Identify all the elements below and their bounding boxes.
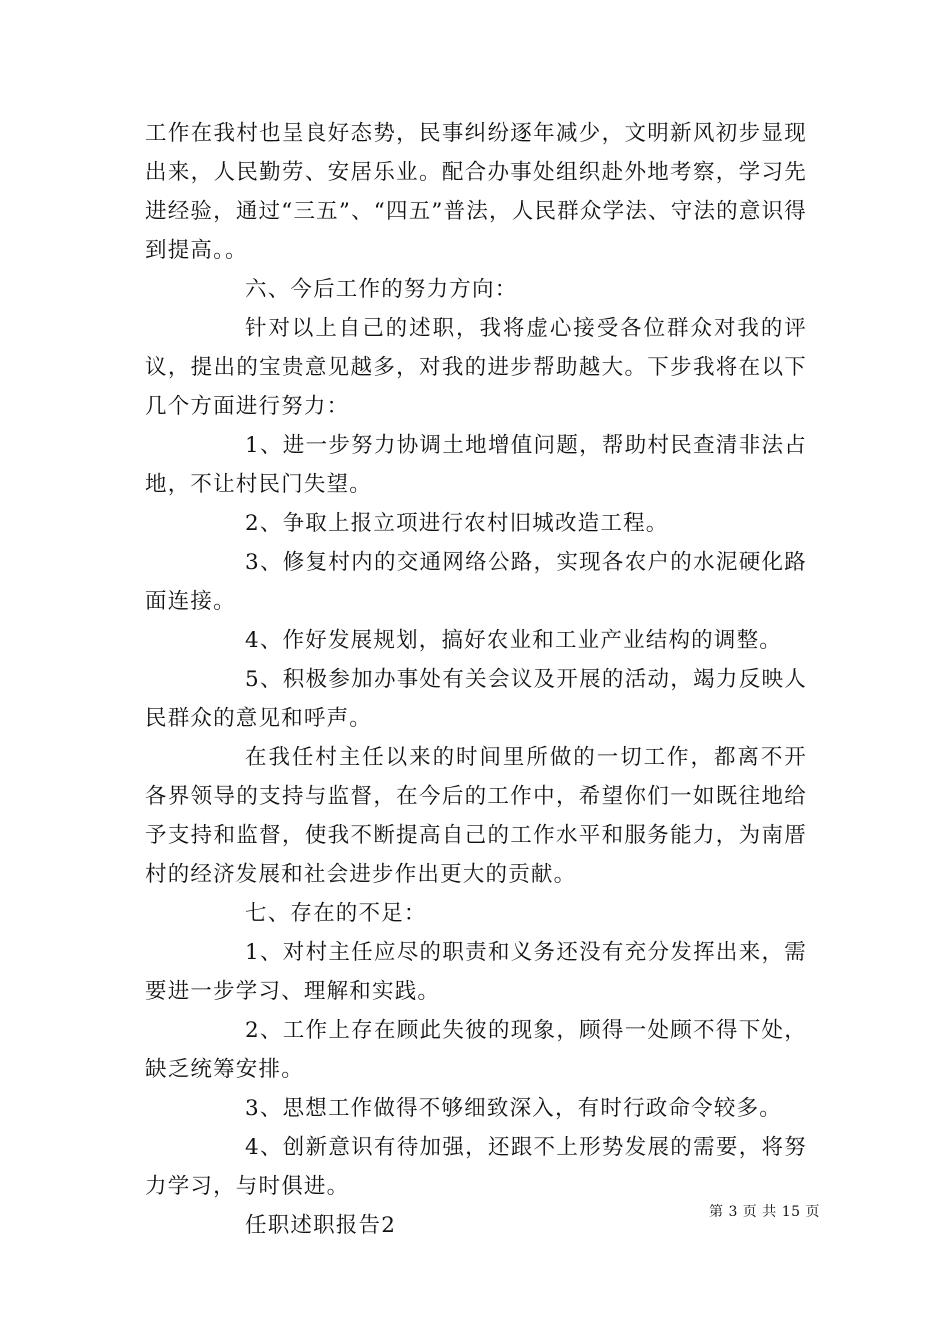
- list-item-shortcoming-3: 3、思想工作做得不够细致深入，有时行政命令较多。: [245, 1096, 782, 1121]
- page-number-footer: 第 3 页 共 15 页: [709, 1204, 820, 1220]
- list-item-effort-2: 2、争取上报立项进行农村旧城改造工程。: [245, 511, 669, 536]
- document-body: [145, 114, 807, 1245]
- paragraph-intro-efforts: 针对以上自己的述职，我将虚心接受各位群众对我的评议，提出的宝贵意见越多，对我的进步帮助越大。下步我将在以下几个方面进行努力：: [145, 316, 807, 419]
- list-item-effort-3: 3、修复村内的交通网络公路，实现各农户的水泥硬化路面连接。: [145, 550, 807, 614]
- list-item-shortcoming-1: 1、对村主任应尽的职责和义务还没有充分发挥出来，需要进一步学习、理解和实践。: [145, 940, 807, 1004]
- paragraph-continuation: 工作在我村也呈良好态势，民事纠纷逐年减少，文明新风初步显现出来，人民勤劳、安居乐业。配合办事处组织赴外地考察，学习先进经验，通过“三五”、“四五”普法，人民群众学法、守法的意识得到提高。。: [145, 121, 807, 263]
- section-heading-shortcomings: 七、存在的不足：: [245, 901, 427, 926]
- paragraph-closing-statement: 在我任村主任以来的时间里所做的一切工作，都离不开各界领导的支持与监督，在今后的工作中，希望你们一如既往地给予支持和监督，使我不断提高自己的工作水平和服务能力，为南厝村的经济发展和社会进步作出更大的贡献。: [145, 745, 807, 887]
- section-heading-future-direction: 六、今后工作的努力方向：: [245, 277, 518, 302]
- list-item-shortcoming-2: 2、工作上存在顾此失彼的现象，顾得一处顾不得下处，缺乏统筹安排。: [145, 1018, 807, 1082]
- list-item-effort-1: 1、进一步努力协调土地增值问题，帮助村民查清非法占地，不让村民门失望。: [145, 433, 807, 497]
- list-item-shortcoming-4: 4、创新意识有待加强，还跟不上形势发展的需要，将努力学习，与时俱进。: [145, 1135, 807, 1199]
- list-item-effort-5: 5、积极参加办事处有关会议及开展的活动，竭力反映人民群众的意见和呼声。: [145, 667, 807, 731]
- list-item-effort-4: 4、作好发展规划，搞好农业和工业产业结构的调整。: [245, 628, 782, 653]
- next-report-title: 任职述职报告2: [245, 1213, 397, 1238]
